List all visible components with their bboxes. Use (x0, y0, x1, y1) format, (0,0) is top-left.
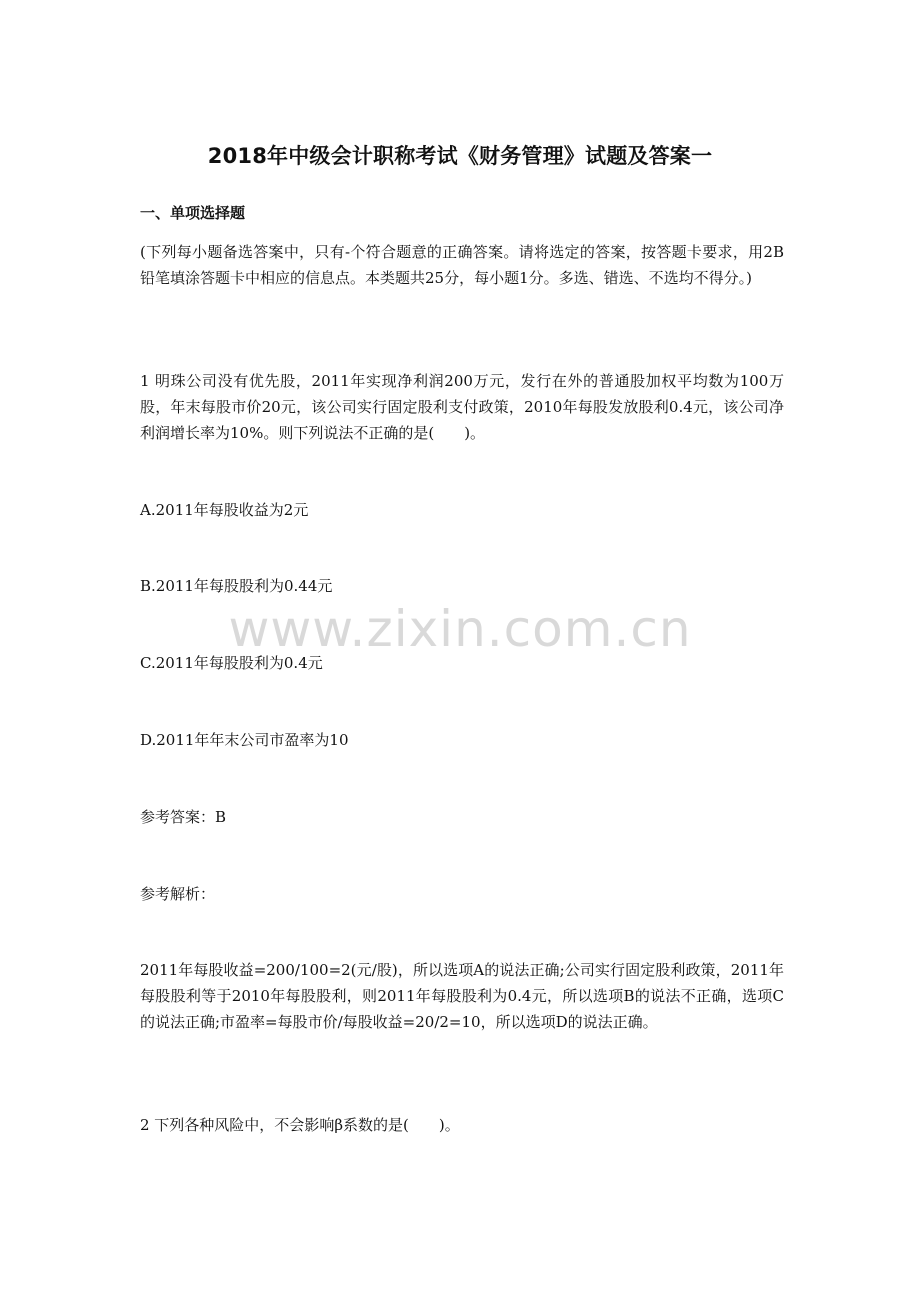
question-1-analysis: 2011年每股收益=200/100=2(元/股)，所以选项A的说法正确;公司实行固定股利政策，2011年每股股利等于2010年每股股利，则2011年每股股利为0.4元，所以选项B的说法不正确，选项C的说法正确;市盈率=每股市价/每股收益=20/2=10，所以选项D的说法正确。 (140, 961, 784, 1031)
question-1-option-a: A.2011年每股收益为2元 (140, 501, 309, 519)
question-1-option-b: B.2011年每股股利为0.44元 (140, 577, 333, 595)
question-1-answer: 参考答案：B (140, 808, 227, 826)
question-1-option-d: D.2011年年末公司市盈率为10 (140, 731, 349, 749)
instructions-paragraph: (下列每小题备选答案中，只有-个符合题意的正确答案。请将选定的答案，按答题卡要求，用2B铅笔填涂答题卡中相应的信息点。本类题共25分，每小题1分。多选、错选、不选均不得分。) (140, 243, 784, 287)
question-1-stem: 1 明珠公司没有优先股，2011年实现净利润200万元，发行在外的普通股加权平均数为100万股，年末每股市价20元，该公司实行固定股利支付政策，2010年每股发放股利0.4元，该公司净利润增长率为10%。则下列说法不正确的是( )。 (140, 372, 784, 442)
section-heading: 一、单项选择题 (140, 204, 246, 222)
question-1-option-c: C.2011年每股股利为0.4元 (140, 654, 323, 672)
document-title: 2018年中级会计职称考试《财务管理》试题及答案一 (207, 144, 713, 168)
question-1-analysis-label: 参考解析： (140, 885, 216, 903)
question-2-stem: 2 下列各种风险中，不会影响β系数的是( )。 (140, 1116, 460, 1134)
watermark: www.zixin.com.cn (228, 600, 692, 658)
